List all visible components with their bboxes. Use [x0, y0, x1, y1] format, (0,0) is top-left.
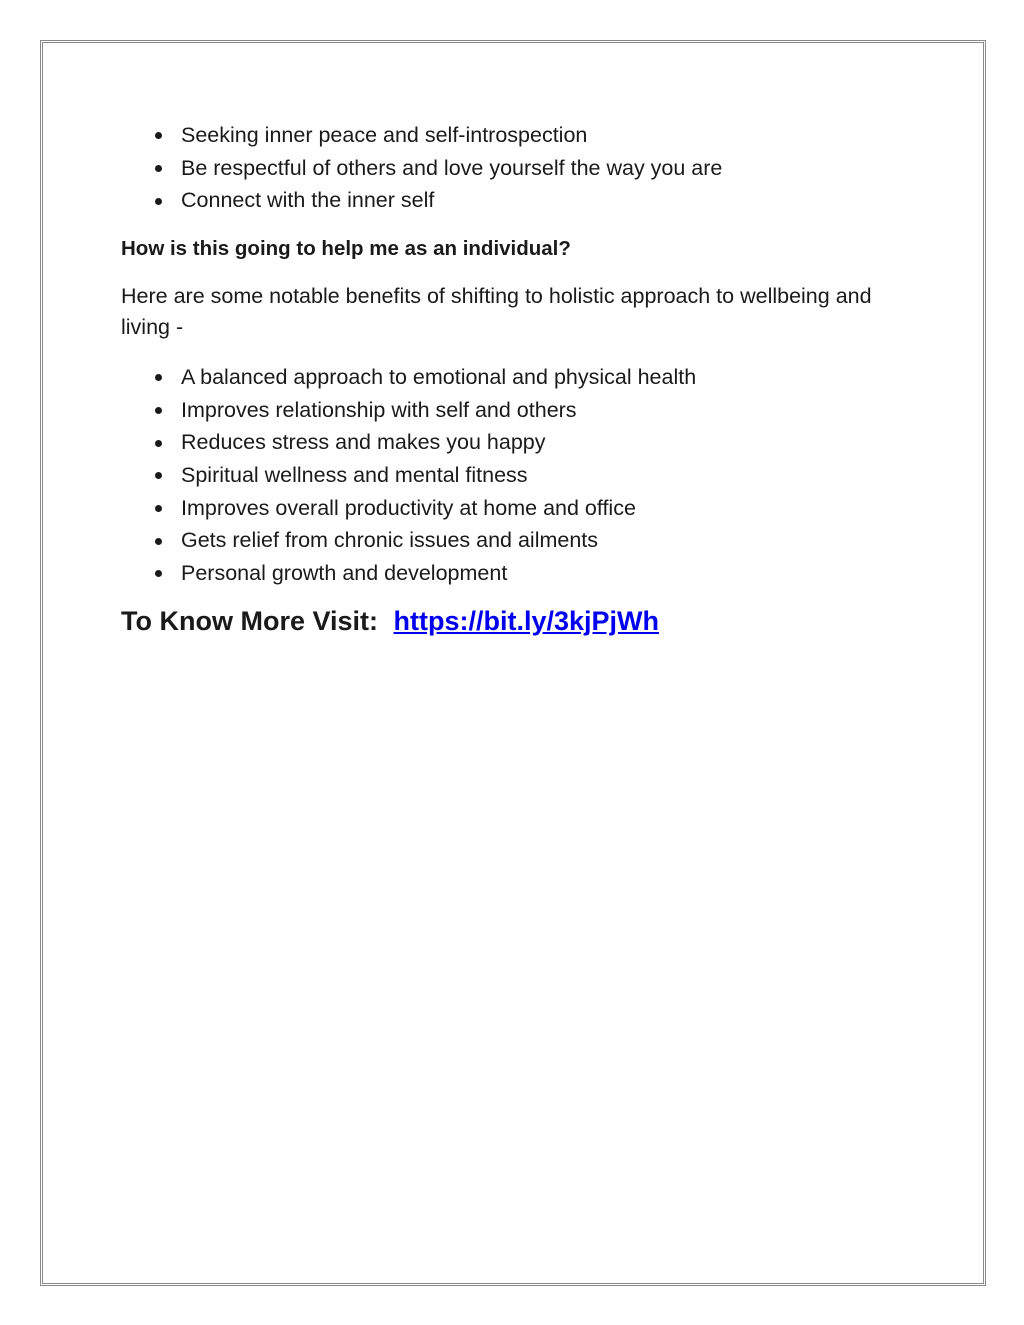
list-item	[121, 394, 696, 427]
bullet-icon	[155, 538, 162, 545]
list-item-text: Gets relief from chronic issues and ailments	[181, 528, 599, 553]
list-item	[121, 459, 696, 492]
cta-label: To Know More Visit:	[121, 606, 379, 636]
bullet-icon	[155, 440, 162, 447]
list-item-text: Reduces stress and makes you happy	[181, 430, 546, 455]
list-item-text: Spiritual wellness and mental fitness	[181, 463, 528, 488]
cta-link[interactable]: https://bit.ly/3kjPjWh	[393, 606, 660, 636]
bullet-icon	[155, 505, 162, 512]
list-item-text: A balanced approach to emotional and physical health	[181, 365, 697, 389]
list-item	[121, 524, 696, 557]
benefits-bullet-list	[121, 361, 696, 590]
bullet-icon	[155, 132, 162, 139]
intro-paragraph: Here are some notable benefits of shifting to holistic approach to wellbeing and living -	[121, 284, 872, 339]
list-item	[121, 184, 722, 217]
bullet-icon	[155, 407, 162, 414]
page-border	[40, 40, 986, 1286]
bullet-icon	[155, 198, 162, 205]
top-bullet-list	[121, 119, 722, 217]
bullet-icon	[155, 570, 162, 577]
list-item-text: Seeking inner peace and self-introspection	[181, 123, 588, 147]
list-item	[121, 492, 696, 525]
call-to-action	[121, 603, 659, 639]
bullet-icon	[155, 472, 162, 479]
section-heading: How is this going to help me as an individual?	[121, 237, 571, 260]
list-item-text: Improves relationship with self and others	[181, 397, 577, 422]
list-item-text: Be respectful of others and love yourself the way you are	[181, 155, 723, 180]
list-item-text: Improves overall productivity at home and office	[181, 495, 636, 520]
bullet-icon	[155, 165, 162, 172]
list-item	[121, 361, 696, 394]
list-item	[121, 557, 696, 590]
list-item	[121, 119, 722, 152]
bullet-icon	[155, 374, 162, 381]
list-item-text: Personal growth and development	[181, 561, 508, 586]
list-item	[121, 152, 722, 185]
list-item-text: Connect with the inner self	[181, 188, 435, 213]
list-item	[121, 426, 696, 459]
